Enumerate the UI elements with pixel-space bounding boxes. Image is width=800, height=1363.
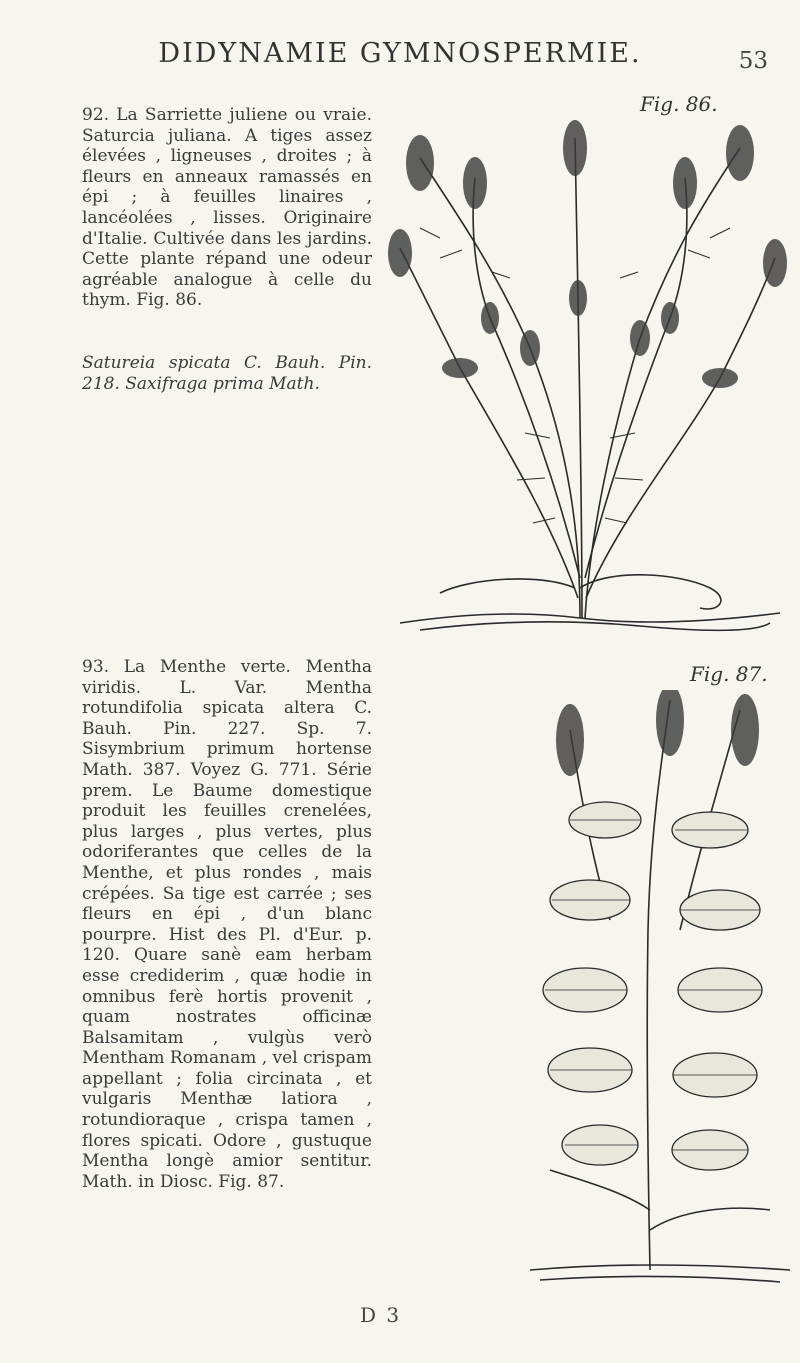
entry-92-synonyms: Satureia spicata C. Bauh. Pin. 218. Saxifraga prima Math. — [82, 353, 372, 394]
running-header: DIDYNAMIE GYMNOSPERMIE. — [158, 38, 642, 69]
entry-93-text: 93. La Menthe verte. Mentha viridis. L. Var. Mentha rotundifolia spicata altera C. Bauh. Pin. 227. Sp. 7. Sisymbrium primum hortense Math. 387. Voyez G. 771. Série prem. Le Baume domestique produit les feuilles crenelées, plus larges , plus vertes, plus odoriferantes que celles de la Menthe, et plus rondes , mais crépées. Sa tige est carrée ; ses fleurs en épi , d'un blanc pourpre. Hist des Pl. d'Eur. p. 120. Quare sanè eam herbam esse crediderim , quæ hodie in omnibus ferè hortis provenit , quam nostrates officinæ Balsamitam , vulgùs verò Mentham Romanam , vel crispam appellant ; folia circinata , et vulgaris Menthæ latiora , rotundioraque , crispa tamen , flores spicati. Odore , gustuque Mentha longè amior sentitur. Math. in Diosc. Fig. 87. — [82, 657, 373, 1192]
entry-92-text: 92. La Sarriette juliene ou vraie. Saturcia juliana. A tiges assez élevées , ligneuses , droites ; à fleurs en anneaux ramassés en épi ; à feuilles linaires , lancéolées , lisses. Originaire d'Italie. Cultivée dans les jardins. Cette plante répand une odeur agréable analogue à celle du thym. Fig. 86. — [82, 105, 372, 311]
fig-87-label: Fig. 87. — [690, 662, 768, 686]
fig-86-plant-illustration — [380, 118, 790, 638]
fig-87-plant-illustration — [510, 690, 800, 1290]
fig-86-label: Fig. 86. — [640, 92, 718, 116]
signature-mark: D 3 — [360, 1303, 402, 1327]
page-number: 53 — [738, 48, 768, 74]
